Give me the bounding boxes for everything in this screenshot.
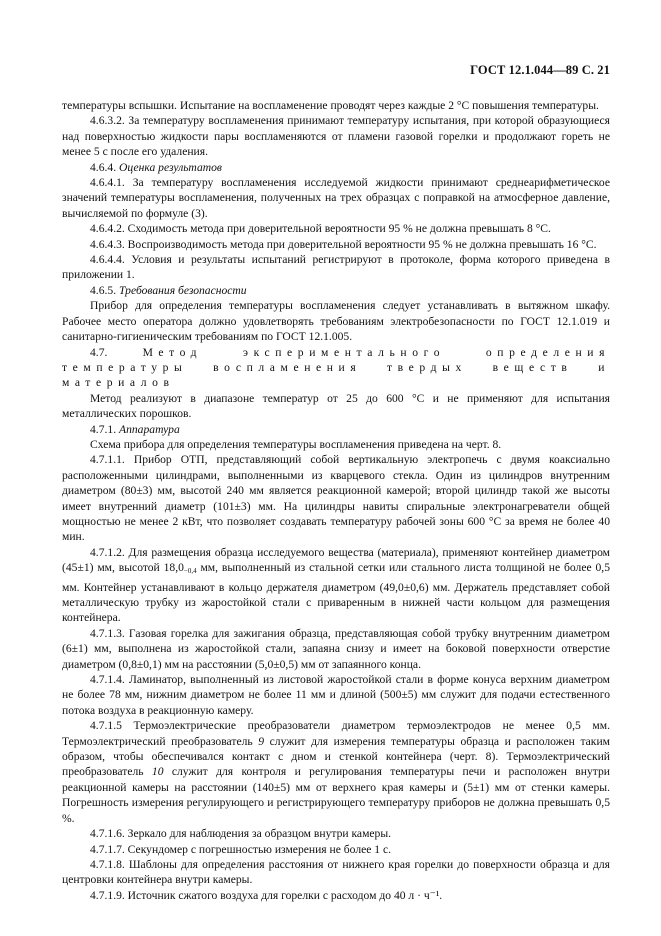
paragraph: 4.7.1.3. Газовая горелка для зажигания образца, представляющая собой трубку внутренним диаметром (6±1) мм, выполнена из жаростойкой стали, запаяна снизу и имеет на боковой поверхности отверстие диаметром (0,8±0,1) мм на расстоянии (5,0±0,5) мм от запаянного конца. — [62, 626, 610, 671]
running-header: ГОСТ 12.1.044—89 С. 21 — [470, 63, 610, 77]
tolerance-subscript: −0,4 — [183, 567, 197, 576]
paragraph: 4.7.1.6. Зеркало для наблюдения за образцом внутри камеры. — [90, 827, 392, 841]
paragraph: 4.7.1.1. Прибор ОТП, представляющий собой вертикальную электропечь с двумя коаксиально расположенными цилиндрами, выполненными из кварцевого стекла. Один из цилиндров внутренним диаметром (80±3) мм, высотой 240 мм является реакционной камерой; второй цилиндр такой же высоты имеет внутренний диаметр (101±3) мм. На цилиндры навиты спиральные электронагреватели общей мощностью не менее 2 кВт, что позволяет создавать температуру рабочей зоны 600 °С за время не более 40 мин. — [62, 453, 610, 544]
paragraph: 4.7.1.4. Ламинатор, выполненный из листовой жаростойкой стали в форме конуса верхним диаметром не более 78 мм, нижним диаметром не более 11 мм и длиной (500±5) мм служит для подачи естественного потока воздуха в реакционную камеру. — [62, 673, 610, 717]
figure-ref: 9 — [258, 734, 265, 748]
method-heading — [62, 345, 610, 391]
paragraph: 4.6.3.2. За температуру воспламенения принимают температуру испытания, при которой образующиеся над поверхностью жидкости пары воспламеняются от пламени газовой горелки и продолжают гореть не менее 5 с после его удаления. — [62, 114, 610, 159]
paragraph-text: 4.7.1.2. Для размещения образца исследуемого вещества (материала), применяют контейнер диаметром (45±1) мм, высотой 18,0 — [62, 545, 610, 575]
section-title: Оценка результатов — [119, 160, 222, 174]
paragraph: 4.6.4.2. Сходимость метода при доверительной вероятности 95 % не должна превышать 8 °С. — [90, 222, 551, 236]
paragraph: Схема прибора для определения температуры воспламенения приведена на черт. 8. — [90, 437, 502, 451]
paragraph: Метод реализуют в диапазоне температур от 25 до 600 °С и не применяют для испытания металлических порошков. — [62, 391, 610, 421]
paragraph: 4.7.1.7. Секундомер с погрешностью измерения не более 1 с. — [90, 842, 392, 856]
paragraph: 4.7.1.8. Шаблоны для определения расстояния от нижнего края горелки до поверхности образца и для центровки контейнера внутри камеры. — [62, 857, 610, 887]
section-heading — [62, 283, 610, 298]
section-number: 4.6.5. — [90, 283, 117, 297]
section-title: Аппаратура — [119, 422, 180, 436]
paragraph-text: служит для измерения температуры образца и расположен таким образом, чтобы обеспечивался контакт с дном и стенкой контейнера (черт. 8). Термоэлектрический преобразователь — [62, 734, 610, 779]
section-title: Требования безопасности — [119, 283, 247, 297]
section-number: 4.7.1. — [90, 422, 117, 436]
section-heading — [62, 160, 610, 175]
paragraph: 4.6.4.1. За температуру воспламенения исследуемой жидкости принимают среднеарифметическое значений температуры воспламенения, полученных на трех образцах с поправкой на атмосферное давление, вычисляемой по формуле (3). — [62, 176, 610, 220]
section-heading — [62, 422, 610, 437]
section-number: 4.6.4. — [90, 160, 117, 174]
section-number: 4.7. — [90, 345, 108, 359]
paragraph-text: служит для контроля и регулирования температуры печи и расположен внутри реакционной камеры на расстоянии (140±5) мм от верхнего края камеры и (5±1) мм от стенки камеры. Погрешность измерения регулирующего и регистрирующего температуру приборов не должна превышать 0,5 %. — [62, 765, 610, 825]
paragraph-text: 4.7.1.5 Термоэлектрические преобразователи диаметром термоэлектродов не менее 0,5 мм. Термоэлектрический преобразователь — [62, 719, 610, 748]
figure-ref: 10 — [151, 765, 164, 779]
document-body — [62, 98, 610, 903]
paragraph — [62, 545, 610, 626]
paragraph-text: мм, выполненный из стальной сетки или стального листа толщиной не более 0,5 мм. Контейнер устанавливают в кольцо держателя диаметром (49,0±0,6) мм. Держатель представляет собой металлическую трубку из жаростойкой стали с приваренным в нижней части кольцом для размещения контейнера. — [62, 561, 610, 625]
paragraph: 4.6.4.4. Условия и результаты испытаний регистрируют в протоколе, форма которого приведена в приложении 1. — [62, 253, 610, 282]
paragraph: температуры вспышки. Испытание на воспламенение проводят через каждые 2 °С повышения температуры. — [62, 99, 599, 112]
paragraph: 4.7.1.9. Источник сжатого воздуха для горелки с расходом до 40 л · ч⁻¹. — [90, 888, 443, 902]
paragraph: 4.6.4.3. Воспроизводимость метода при доверительной вероятности 95 % не должна превышать 16 °С. — [90, 237, 597, 251]
paragraph: Прибор для определения температуры воспламенения следует устанавливать в вытяжном шкафу. Рабочее место оператора должно удовлетворять требованиям электробезопасности по ГОСТ 12.1.019 и санитарно-гигиеническим требованиям по ГОСТ 12.1.005. — [62, 299, 610, 344]
method-title: Метод экспериментального определения температуры воспламенения твердых веществ и материалов — [62, 345, 611, 390]
paragraph — [62, 718, 610, 826]
